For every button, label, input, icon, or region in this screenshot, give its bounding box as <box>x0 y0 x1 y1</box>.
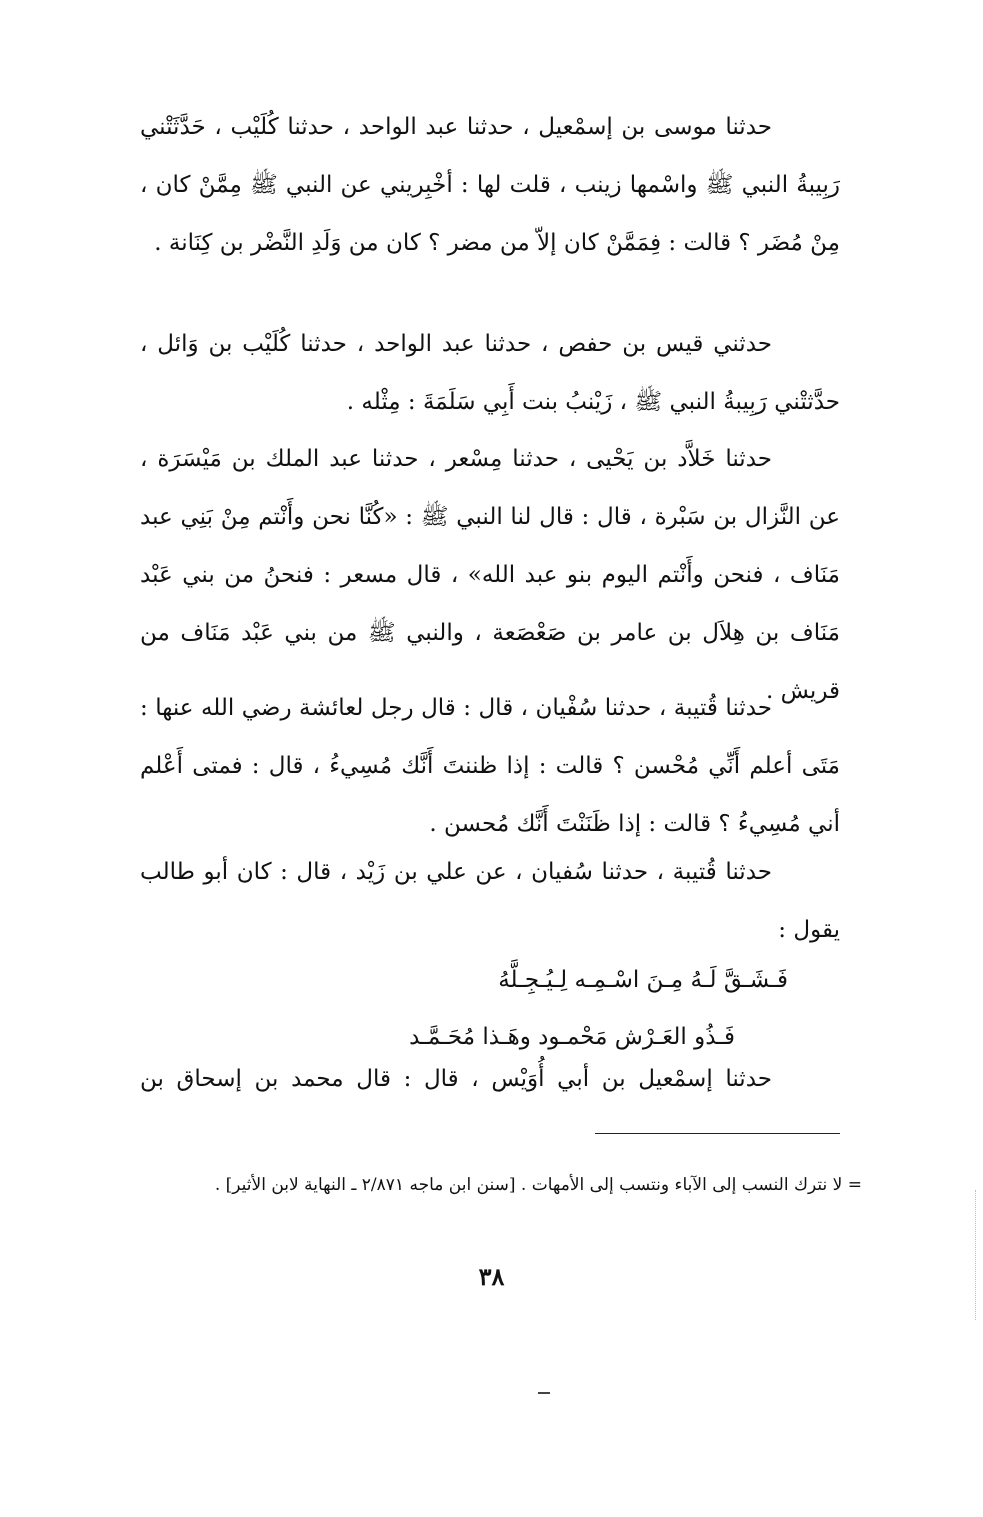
hadith-paragraph-5: حدثنا قُتيبة ، حدثنا سُفيان ، عن علي بن زَيْد ، قال : كان أبو طالب يقول : <box>140 859 840 943</box>
hadith-paragraph-3: حدثنا خَلاَّد بن يَحْيى ، حدثنا مِسْعر ، حدثنا عبد الملك بن مَيْسَرَة ، عن النَّزال بن سَبْرة ، قال : قال لنا النبي ﷺ : «كُنَّا نحن وأَنْتم مِنْ بَنِي عبد مَنَاف ، فنحن وأَنْتم اليوم بنو عبد الله» ، قال مسعر : فنحنُ من بني عَبْد مَنَاف بن هِلاَل بن عامر بن صَعْصَعة ، والنبي ﷺ من بني عَبْد مَنَاف من قريش . <box>140 446 840 704</box>
hadith-paragraph-6: حدثنا إسمْعيل بن أبي أُوَيْس ، قال : قال محمد بن إسحاق بن <box>140 1066 772 1092</box>
poem-line-1: فَـشَـقَّ لَـهُ مِـنَ اسْـمِـه لِـيُـجِـلَّهُ <box>498 967 788 993</box>
hadith-paragraph-2: حدثني قيس بن حفص ، حدثنا عبد الواحد ، حدثنا كُلَيْب بن وَائل ، حدَّثتْني رَبِيبةُ النبي ﷺ ، زَيْنبُ بنت أَبِي سَلَمَةَ : مِثْله . <box>140 331 840 415</box>
hadith-paragraph-1: حدثنا موسى بن إسمْعيل ، حدثنا عبد الواحد ، حدثنا كُلَيْب ، حَدَّثَتْني رَبِيبةُ النبي ﷺ واسْمها زينب ، قلت لها : أخْبِريني عن النبي ﷺ مِمَّنْ كان ، مِنْ مُضَر ؟ قالت : فِمَمَّنْ كان إلاّ من مضر ؟ كان من وَلَدِ النَّضْر بن كِنَانة . <box>140 114 840 256</box>
bottom-mark <box>538 1392 550 1394</box>
footnote: = لا نترك النسب إلى الآباء ونتسب إلى الأمهات . [سنن ابن ماجه ٢/٨٧١ ـ النهاية لابن الأثير] . <box>214 1175 862 1195</box>
hadith-paragraph-4: حدثنا قُتيبة ، حدثنا سُفْيان ، قال : قال رجل لعائشة رضي الله عنها : مَتَى أعلم أَنِّي مُحْسن ؟ قالت : إذا ظننتَ أَنَّك مُسِيءُ ، قال : فمتى أَعْلم أني مُسِيءُ ؟ قالت : إذا ظَنَنْتَ أَنَّك مُحسن . <box>140 695 840 837</box>
poem-line-2: فَـذُو العَـرْش مَحْمـود وهَـذا مُحَـمَّـد <box>409 1024 735 1050</box>
page-number: ٣٨ <box>478 1262 505 1291</box>
scan-edge-mark <box>975 1190 976 1320</box>
footnote-separator <box>595 1133 840 1134</box>
